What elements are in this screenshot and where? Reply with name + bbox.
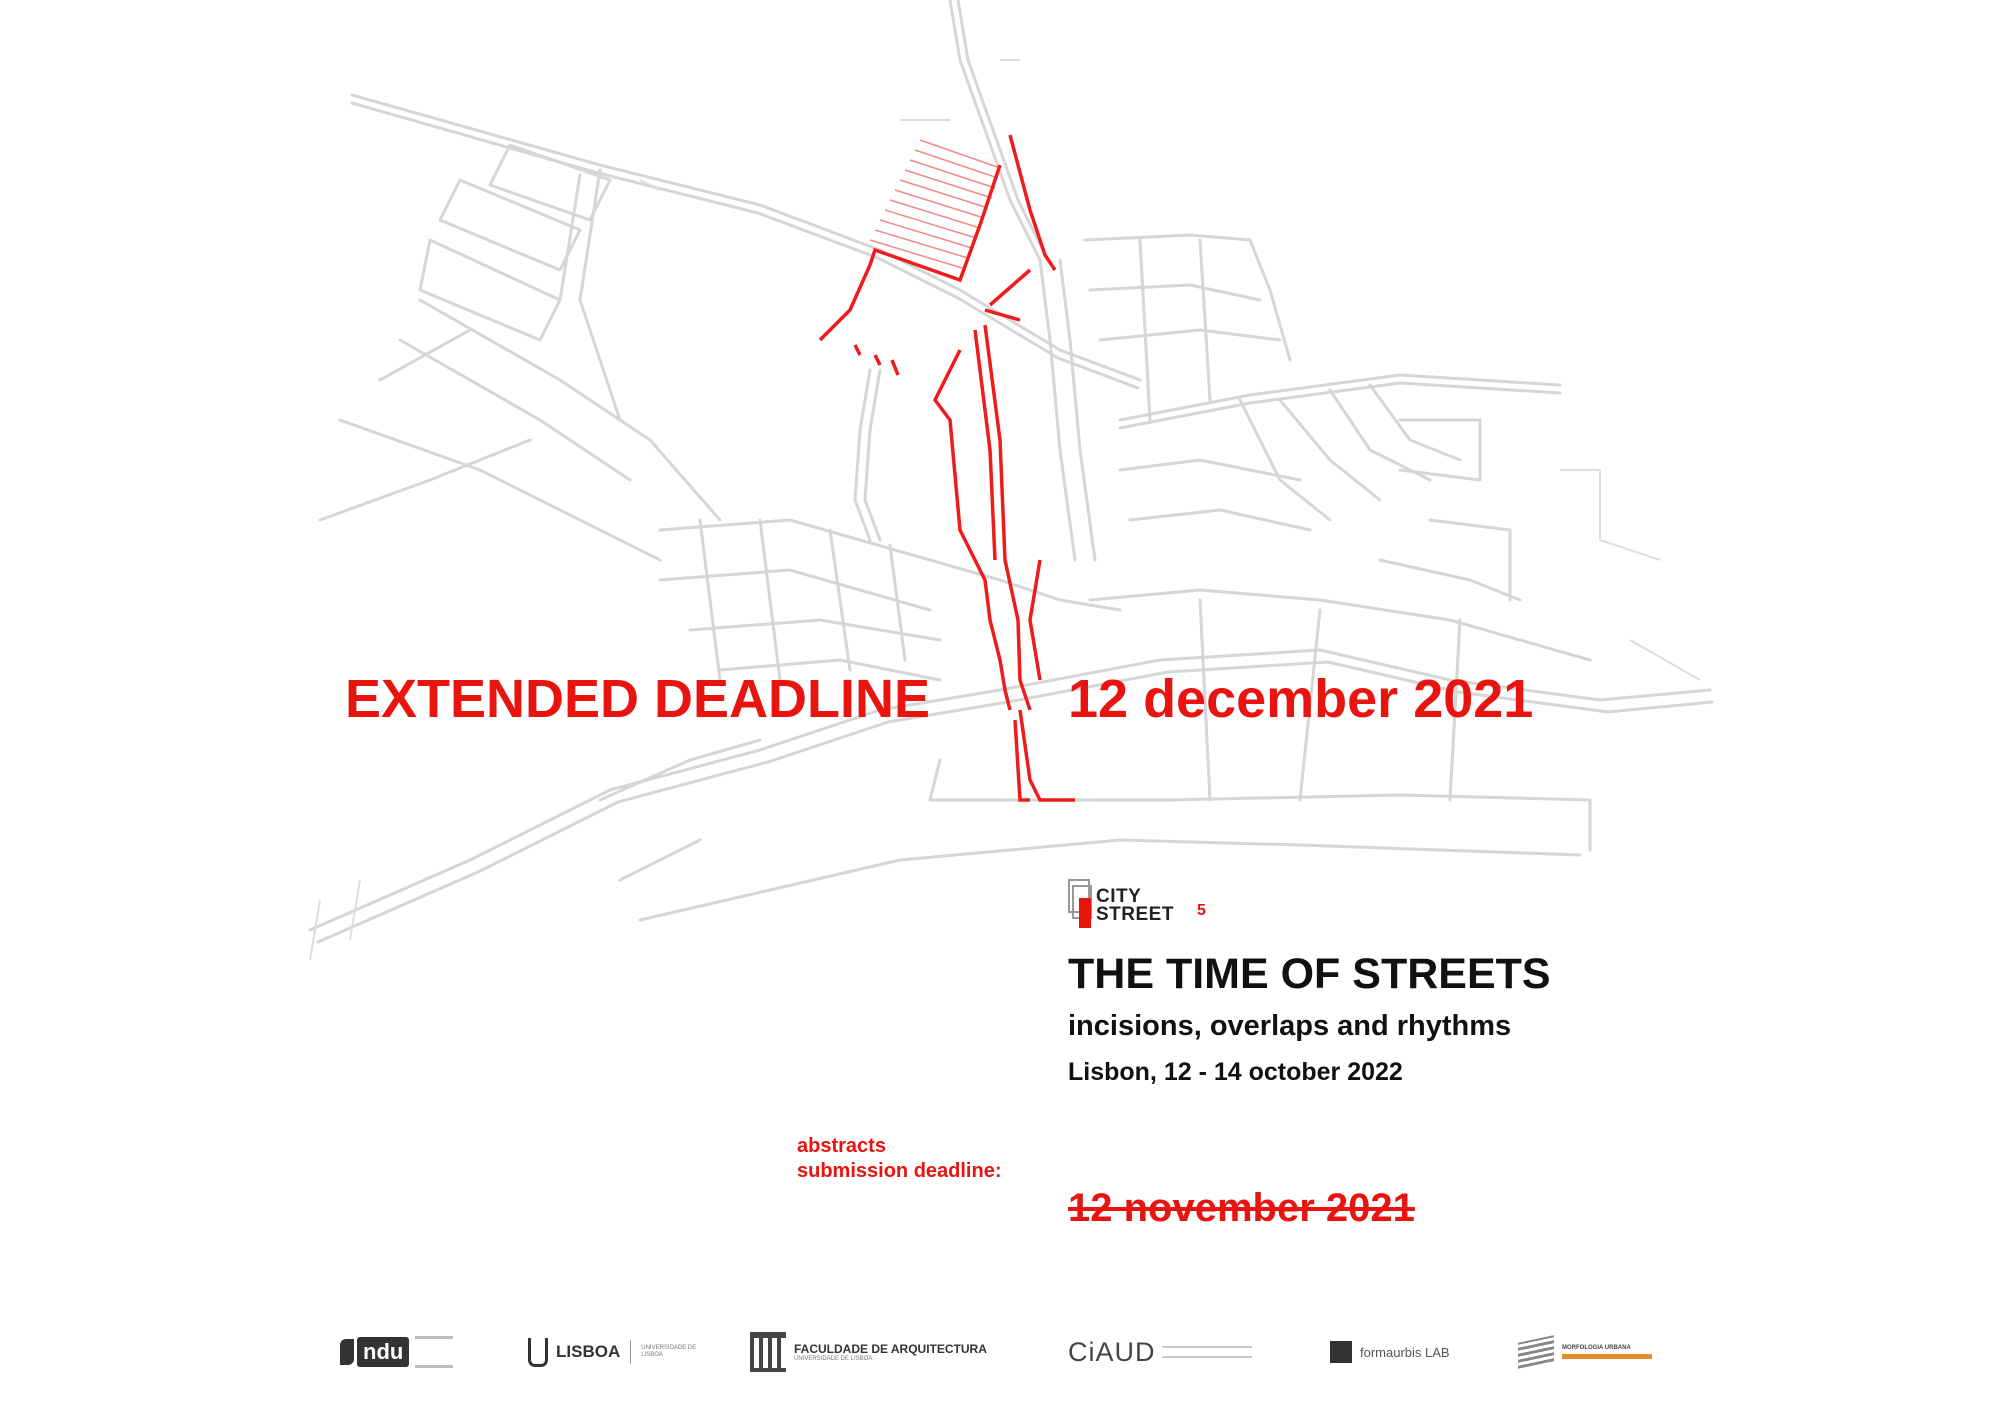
faculdade-subtext: UNIVERSIDADE DE LISBOA [794,1355,873,1362]
morfologia-logo [1518,1332,1652,1372]
conference-place-dates: Lisbon, 12 - 14 october 2022 [1068,1058,1403,1086]
morfologia-orange-line [1562,1354,1652,1359]
faculdade-text-block [794,1342,987,1363]
ndu-small-icon [415,1336,453,1368]
abstracts-label-line1: abstracts [797,1135,886,1157]
lisboa-subtext: UNIVERSIDADE DE LISBOA [641,1345,697,1358]
abstracts-label-line2: submission deadline: [797,1160,1002,1182]
ndu-logo [340,1332,453,1372]
old-deadline-date: 12 november 2021 [1068,1186,1415,1230]
morfologia-text-block [1562,1345,1652,1359]
ndu-leaf-icon [340,1339,354,1365]
ndu-text: ndu [357,1337,409,1367]
ciaud-small-text-icon [1162,1346,1252,1358]
new-deadline-date: 12 december 2021 [1068,669,1534,729]
formaurbis-text: formaurbis LAB [1360,1344,1450,1360]
lisboa-text: LISBOA [556,1342,621,1361]
formaurbis-logo [1330,1332,1450,1372]
logo-city-text: CITY [1096,886,1142,907]
faculdade-text: FACULDADE DE ARQUITECTURA [794,1341,987,1356]
logo-street-text: STREET [1096,904,1174,925]
logo-edition-number: 5 [1197,902,1206,919]
morfologia-text: MORFOLOGIA URBANA [1562,1345,1631,1351]
ciaud-text: CiAUD [1068,1336,1156,1367]
extended-deadline-label: EXTENDED DEADLINE [345,669,931,729]
conference-subtitle: incisions, overlaps and rhythms [1068,1010,1512,1042]
lisboa-divider [630,1340,631,1364]
lisboa-logo [528,1332,697,1372]
conference-title: THE TIME OF STREETS [1068,950,1551,998]
faculdade-logo [750,1332,987,1372]
faculdade-temple-icon [750,1332,786,1372]
morfologia-stack-icon [1518,1335,1554,1369]
highlighted-block [870,140,1000,268]
lisboa-u-icon [528,1338,548,1367]
ciaud-logo [1068,1332,1252,1372]
formaurbis-square-icon [1330,1341,1352,1363]
